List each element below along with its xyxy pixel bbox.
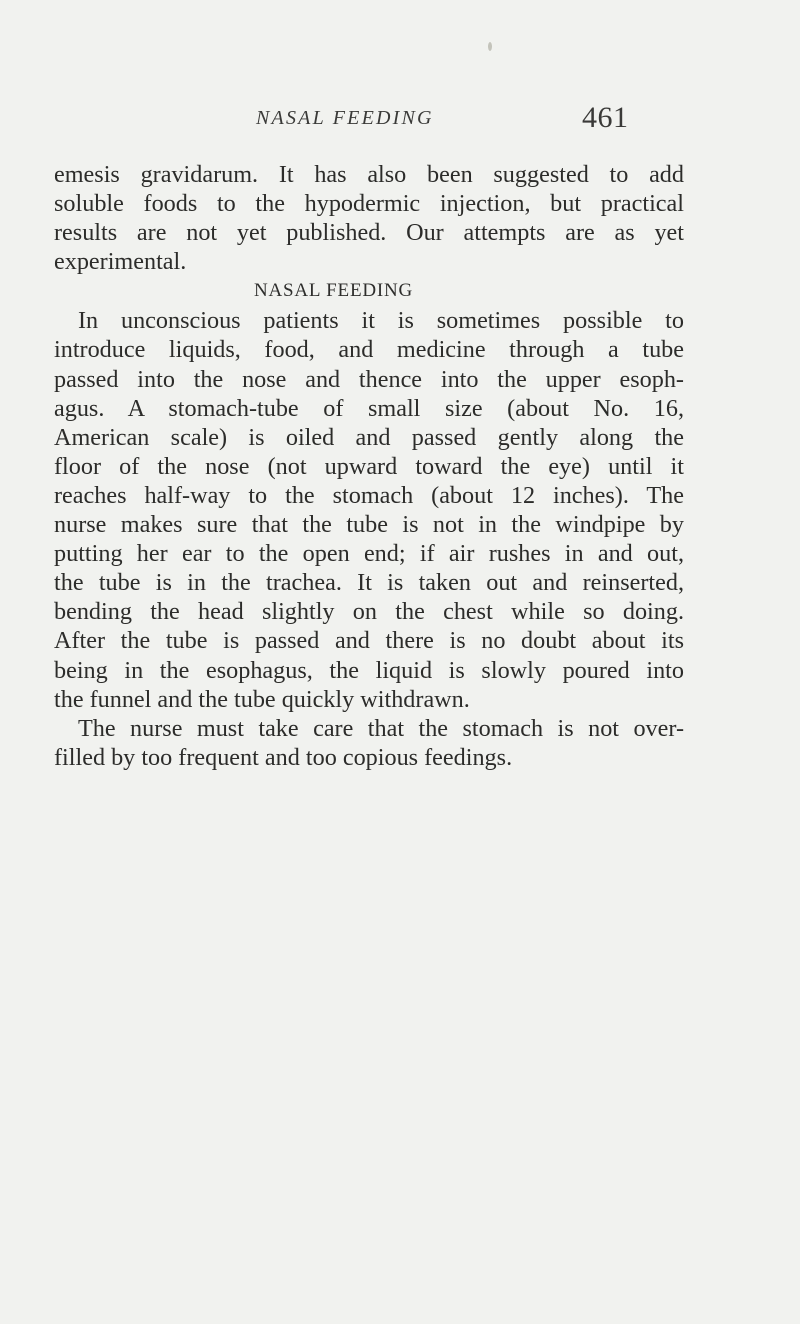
text-line: the tube is in the trachea. It is taken out and reinserted, — [54, 569, 684, 597]
text-line: agus. A stomach-tube of small size (about No. 16, — [54, 394, 684, 422]
text-line: being in the esophagus, the liquid is slowly poured into — [54, 656, 684, 684]
text-line: After the tube is passed and there is no doubt about its — [54, 627, 684, 655]
body-text — [54, 160, 684, 772]
page-number: 461 — [582, 101, 629, 134]
text-line: results are not yet published. Our attempts are as yet — [54, 219, 684, 247]
running-head — [256, 101, 676, 141]
text-line: filled by too frequent and too copious feedings. — [54, 743, 513, 771]
text-line: In unconscious patients it is sometimes possible to — [78, 307, 684, 335]
running-head-title: NASAL FEEDING — [256, 107, 434, 129]
paragraph — [54, 306, 684, 713]
text-line: nurse makes sure that the tube is not in the windpipe by — [54, 511, 684, 539]
text-line: introduce liquids, food, and medicine through a tube — [54, 336, 684, 364]
opening-paragraph — [54, 160, 684, 276]
text-line: bending the head slightly on the chest while so doing. — [54, 598, 684, 626]
text-line: The nurse must take care that the stomach is not over- — [78, 714, 684, 742]
text-line: experimental. — [54, 248, 187, 276]
text-line: putting her ear to the open end; if air rushes in and out, — [54, 540, 684, 568]
section-heading: NASAL FEEDING — [254, 280, 414, 302]
text-line: the funnel and the tube quickly withdrawn. — [54, 685, 470, 713]
paragraph — [54, 714, 684, 772]
text-line: floor of the nose (not upward toward the eye) until it — [54, 452, 684, 480]
text-line: passed into the nose and thence into the upper esoph- — [54, 365, 684, 393]
text-line: soluble foods to the hypodermic injection, but practical — [54, 190, 684, 218]
text-line: American scale) is oiled and passed gently along the — [54, 423, 684, 451]
text-line: reaches half-way to the stomach (about 12 inches). The — [54, 481, 684, 509]
paper-speck — [488, 42, 492, 51]
text-line: emesis gravidarum. It has also been suggested to add — [54, 161, 684, 188]
